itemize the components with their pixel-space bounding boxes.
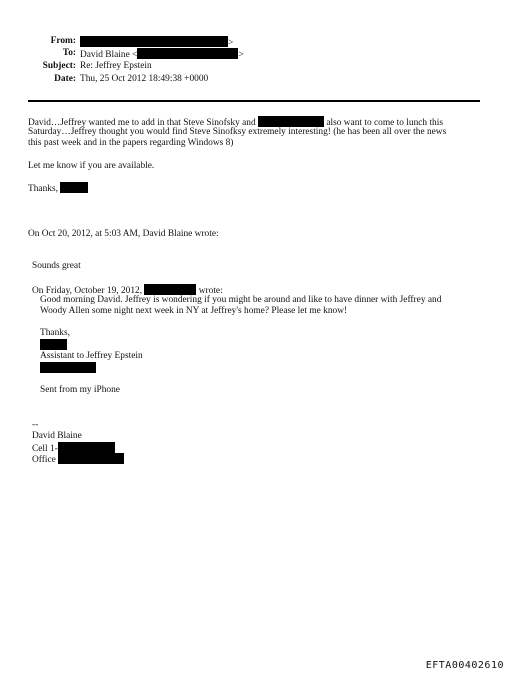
sig-dash: --	[32, 420, 39, 430]
redaction-block	[58, 453, 124, 464]
date-value: Thu, 25 Oct 2012 18:49:38 +0000	[80, 74, 209, 84]
header-date-row	[0, 74, 512, 86]
header-to-row	[0, 48, 512, 60]
sounds-great: Sounds great	[32, 261, 81, 271]
document-id: EFTA00402610	[425, 660, 504, 671]
sig-office	[32, 453, 124, 466]
redaction-block	[58, 442, 115, 453]
inner-header-text-a: On Friday, October 19, 2012,	[32, 286, 143, 296]
header-divider	[28, 100, 480, 102]
thanks-text: Thanks,	[28, 184, 58, 194]
body-para1-line2: Saturday…Jeffrey thought you would find Steve Sinofksy extremely interesting! (he has been all over the news	[28, 127, 447, 137]
redaction-block	[40, 362, 96, 373]
from-label: From:	[50, 36, 76, 46]
body-para1-line3: this past week and in the papers regarding Windows 8)	[28, 138, 234, 148]
inner-line1: Good morning David. Jeffrey is wondering if you might be around and like to have dinner with Jeffrey and	[40, 295, 442, 305]
to-label: To:	[62, 48, 76, 58]
body-para2: Let me know if you are available.	[28, 161, 155, 171]
sig-office-label: Office	[32, 455, 56, 465]
to-close: >	[238, 50, 244, 60]
para1-text-b: also want to come to lunch this	[326, 118, 443, 128]
from-close: >	[228, 38, 234, 48]
para1-text-a: David…Jeffrey wanted me to add in that Steve Sinofsky and	[28, 118, 256, 128]
header-from-row	[0, 36, 512, 48]
sig-name: David Blaine	[32, 431, 82, 441]
date-label: Date:	[54, 74, 76, 84]
redaction-block	[60, 182, 88, 193]
header-subject-row	[0, 61, 512, 73]
inner-sig-contact	[40, 362, 96, 375]
assistant-title: Assistant to Jeffrey Epstein	[40, 351, 143, 361]
body-thanks	[28, 182, 88, 195]
redaction-block	[80, 36, 228, 47]
to-name: David Blaine <	[80, 50, 138, 60]
inner-header-text-b: wrote:	[198, 286, 223, 296]
subject-value: Re: Jeffrey Epstein	[80, 61, 152, 71]
redaction-block	[258, 116, 324, 127]
quote-header: On Oct 20, 2012, at 5:03 AM, David Blaine wrote:	[28, 229, 219, 239]
redaction-block	[144, 284, 196, 295]
sig-cell-label: Cell 1-	[32, 444, 58, 454]
inner-thanks: Thanks,	[40, 328, 70, 338]
inner-line2: Woody Allen some night next week in NY at Jeffrey's home? Please let me know!	[40, 306, 348, 316]
sent-from: Sent from my iPhone	[40, 385, 120, 395]
redaction-block	[40, 339, 67, 350]
redaction-block	[137, 48, 238, 59]
to-value	[80, 48, 244, 61]
subject-label: Subject:	[42, 61, 76, 71]
